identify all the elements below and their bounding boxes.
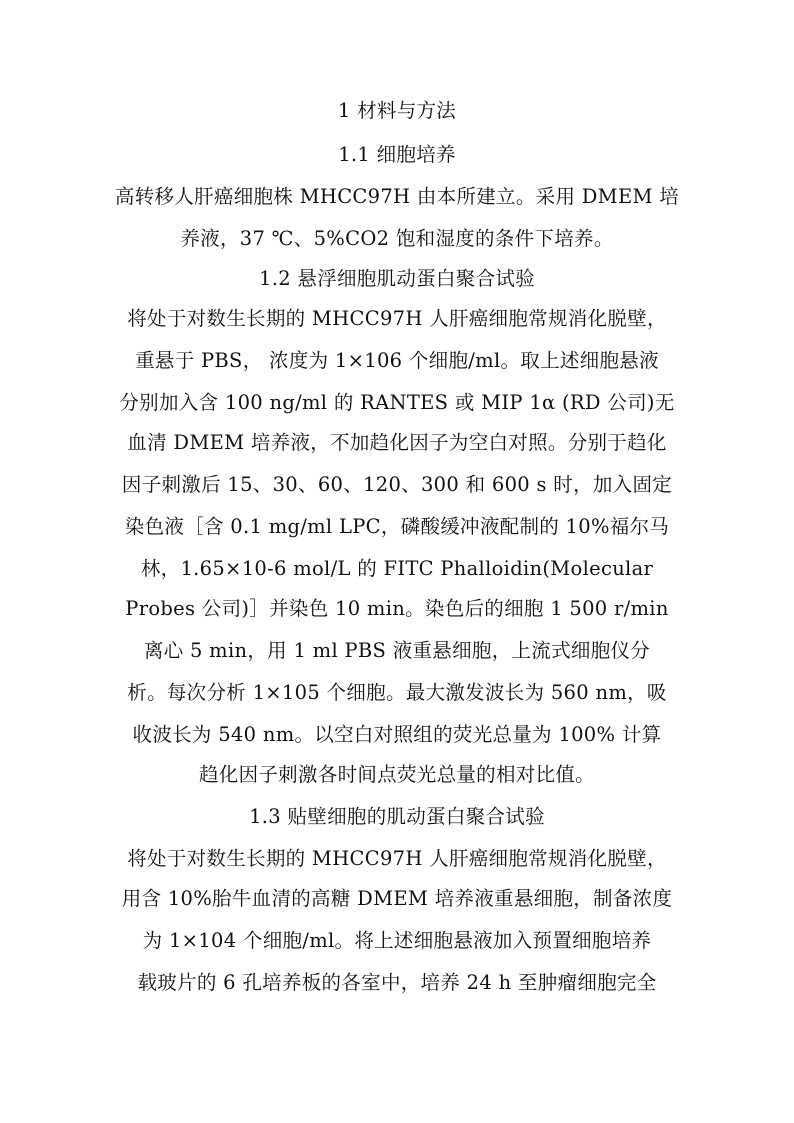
paragraph-line: 将处于对数生长期的 MHCC97H 人肝癌细胞常规消化脱壁， <box>127 307 667 330</box>
paragraph-line: 林，1.65×10-6 mol/L 的 FITC Phalloidin(Molecular <box>140 557 654 580</box>
paragraph-line: 析。每次分析 1×105 个细胞。最大激发波长为 560 nm，吸 <box>127 681 667 704</box>
paragraph-line: 将处于对数生长期的 MHCC97H 人肝癌细胞常规消化脱壁， <box>127 847 667 870</box>
paragraph-line: 因子刺激后 15、30、60、120、300 和 600 s 时，加入固定 <box>121 473 673 496</box>
paragraph-line: 重悬于 PBS， 浓度为 1×106 个细胞/ml。取上述细胞悬液 <box>135 349 659 372</box>
paragraph-line: 趋化因子刺激各时间点荧光总量的相对比值。 <box>198 763 595 786</box>
paragraph-line: 血清 DMEM 培养液，不加趋化因子为空白对照。分别于趋化 <box>127 431 667 454</box>
paragraph-line: 离心 5 min，用 1 ml PBS 液重悬细胞，上流式细胞仪分 <box>143 639 651 662</box>
subsection-heading: 1.2 悬浮细胞肌动蛋白聚合试验 <box>258 267 535 290</box>
paragraph-line: 用含 10%胎牛血清的高糖 DMEM 培养液重悬细胞，制备浓度 <box>121 887 673 910</box>
section-heading: 1 材料与方法 <box>337 99 457 122</box>
paragraph-line: 载玻片的 6 孔培养板的各室中，培养 24 h 至肿瘤细胞完全 <box>137 971 657 994</box>
paragraph-line: 分别加入含 100 ng/ml 的 RANTES 或 MIP 1α (RD 公司)无 <box>119 391 675 414</box>
subsection-heading: 1.3 贴壁细胞的肌动蛋白聚合试验 <box>249 805 545 828</box>
paragraph-line: 染色液［含 0.1 mg/ml LPC，磷酸缓冲液配制的 10%福尔马 <box>124 515 670 538</box>
paragraph-line: Probes 公司)］并染色 10 min。染色后的细胞 1 500 r/min <box>125 597 669 620</box>
paragraph-line: 为 1×104 个细胞/ml。将上述细胞悬液加入预置细胞培养 <box>142 929 652 952</box>
paragraph-line: 养液，37 ℃、5%CO2 饱和湿度的条件下培养。 <box>180 227 614 250</box>
subsection-heading: 1.1 细胞培养 <box>338 143 456 166</box>
paragraph-line: 收波长为 540 nm。以空白对照组的荧光总量为 100% 计算 <box>132 723 662 746</box>
paragraph-line: 高转移人肝癌细胞株 MHCC97H 由本所建立。采用 DMEM 培 <box>114 185 680 208</box>
